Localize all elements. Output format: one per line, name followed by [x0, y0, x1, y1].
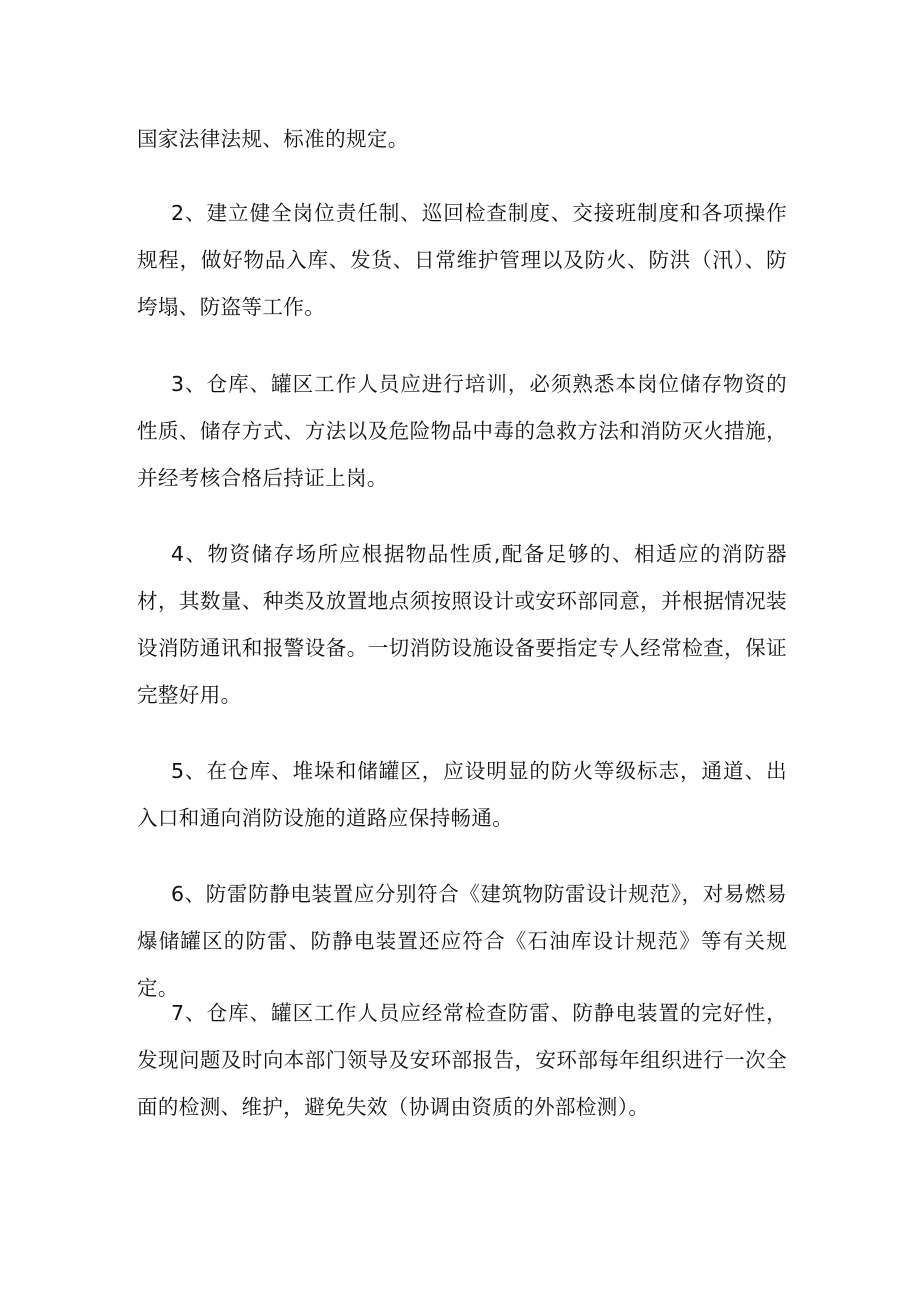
paragraph-item-5: 5、在仓库、堆垛和储罐区，应设明显的防火等级标志，通道、出入口和通向消防设施的道路应保持畅通。 [137, 759, 787, 830]
paragraph-item-3: 3、仓库、罐区工作人员应进行培训，必须熟悉本岗位储存物资的性质、储存方式、方法以及危险物品中毒的急救方法和消防灭火措施，并经考核合格后持证上岗。 [137, 372, 787, 490]
paragraph-item-4: 4、物资储存场所应根据物品性质,配备足够的、相适应的消防器材，其数量、种类及放置地点须按照设计或安环部同意，并根据情况装设消防通讯和报警设备。一切消防设施设备要指定专人经常检查，保证完整好用。 [137, 542, 787, 707]
paragraph-item-7: 7、仓库、罐区工作人员应经常检查防雷、防静电装置的完好性，发现问题及时向本部门领导及安环部报告，安环部每年组织进行一次全面的检测、维护，避免失效（协调由资质的外部检测）。 [137, 1001, 787, 1119]
paragraph-continuation: 国家法律法规、标准的规定。 [137, 127, 409, 151]
paragraph-item-2: 2、建立健全岗位责任制、巡回检查制度、交接班制度和各项操作规程，做好物品入库、发货、日常维护管理以及防火、防洪（汛）、防垮塌、防盗等工作。 [137, 201, 787, 319]
paragraph-item-6: 6、防雷防静电装置应分别符合《建筑物防雷设计规范》，对易燃易爆储罐区的防雷、防静电装置还应符合《石油库设计规范》等有关规定。 [137, 882, 787, 1000]
